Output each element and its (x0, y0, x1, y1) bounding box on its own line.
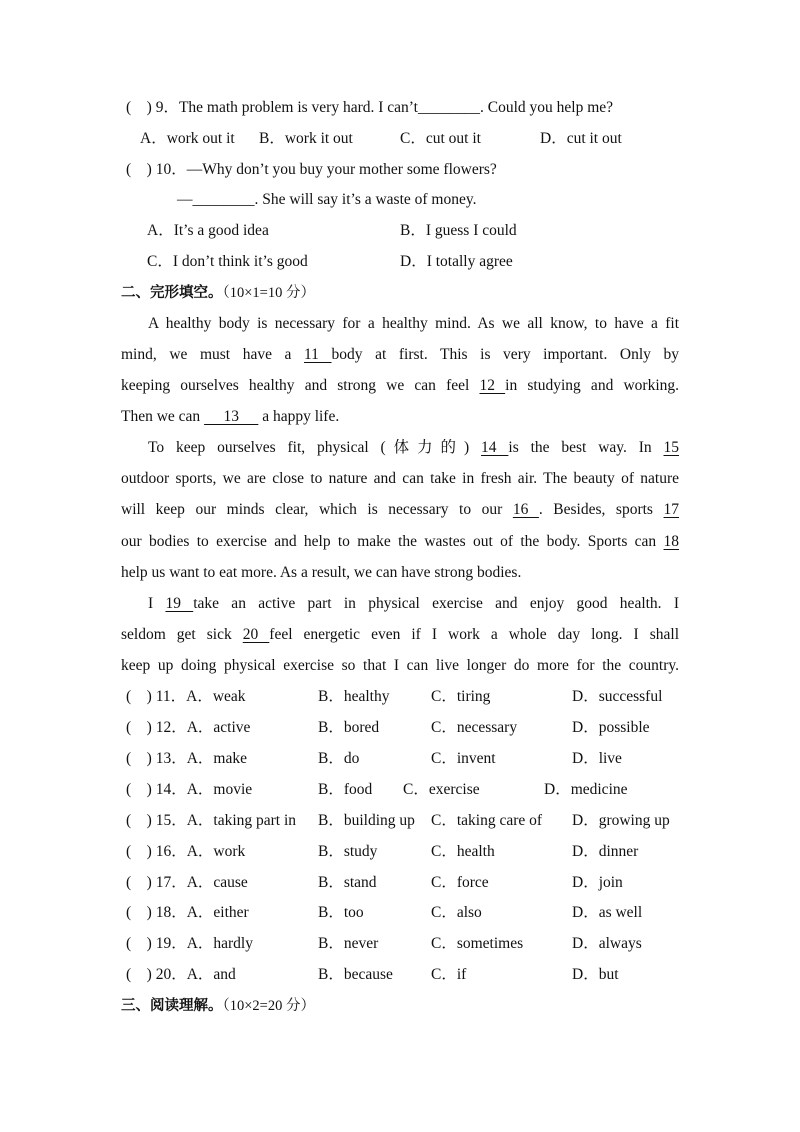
section-2-score: （10×1=10 分） (222, 285, 315, 301)
option-row-12 (126, 718, 250, 738)
option-row-14 (126, 780, 252, 800)
option-row-12-b: B．bored (318, 719, 380, 736)
blank-11: 11 (304, 346, 332, 363)
option-row-12-d: D．possible (572, 719, 650, 736)
q10-option-a: A．It’s a good idea (147, 222, 269, 239)
section-3-title: 三、阅读理解。 (121, 998, 223, 1014)
option-row-15-d: D．growing up (572, 812, 670, 829)
option-row-16-d: D．dinner (572, 843, 639, 860)
passage-p2-line-4: our bodies to exercise and help to make the wastes out of the body. Sports can 18 (121, 533, 679, 550)
section-3-heading (121, 996, 315, 1016)
q9-option-b: B．work it out (259, 130, 353, 147)
option-row-11-a: ( ) 11．A．weak (126, 688, 246, 705)
option-row-19-d: D．always (572, 935, 642, 952)
passage-p1-line-3: keeping ourselves healthy and strong we can feel 12 in studying and working. (121, 377, 680, 394)
option-row-20-c: C．if (431, 966, 467, 983)
passage-p1-line-1: A healthy body is necessary for a healthy mind. As we all know, to have a fit (148, 315, 679, 332)
q9-text-post: . Could you help me? (479, 99, 614, 116)
blank-16: 16 (512, 501, 539, 518)
option-row-17-d: D．join (572, 874, 623, 891)
option-row-13-b: B．do (318, 750, 360, 767)
passage-p2-line-1: To keep ourselves fit, physical (体力的) 14 is the best way. In 15 (148, 439, 679, 456)
q10-blank: ________ (192, 191, 255, 208)
option-row-20 (126, 965, 236, 985)
option-row-16-a: ( ) 16．A．work (126, 843, 246, 860)
q9-option-c: C．cut out it (400, 130, 481, 147)
passage-p2-line-2: outdoor sports, we are close to nature and can take in fresh air. The beauty of nature (121, 470, 679, 487)
q9-option-a: A．work out it (140, 130, 235, 147)
option-row-19-a: ( ) 19．A．hardly (126, 935, 253, 952)
option-row-18-b: B．too (318, 904, 364, 921)
option-row-14-b: B．food (318, 781, 373, 798)
q10-option-d: D．I totally agree (400, 253, 513, 270)
section-2-title: 二、完形填空。 (121, 285, 223, 301)
blank-12: 12 (479, 377, 506, 394)
option-row-16-c: C．health (431, 843, 495, 860)
passage-p2-line-5: help us want to eat more. As a result, we can have strong bodies. (121, 564, 522, 581)
q9-number: ( ) 9． (126, 99, 179, 116)
option-row-15-c: C．taking care of (431, 812, 543, 829)
passage-p3-line-2: seldom get sick 20 feel energetic even if I work a whole day long. I shall (121, 626, 680, 643)
passage-p3-line-3: keep up doing physical exercise so that I can live longer do more for the country. (121, 657, 679, 674)
option-row-16 (126, 842, 245, 862)
option-row-20-b: B．because (318, 966, 393, 983)
option-row-16-b: B．study (318, 843, 378, 860)
option-row-18 (126, 903, 249, 923)
q10-option-b: B．I guess I could (400, 222, 517, 239)
q9-text-pre: The math problem is very hard. I can’t (178, 99, 418, 116)
option-row-11-b: B．healthy (318, 688, 390, 705)
option-row-11 (126, 687, 246, 707)
option-row-15-a: ( ) 15．A．taking part in (126, 812, 297, 829)
option-row-12-c: C．necessary (431, 719, 518, 736)
option-row-13-d: D．live (572, 750, 622, 767)
passage-p3-line-1: I 19 take an active part in physical exercise and enjoy good health. I (148, 595, 679, 612)
blank-17: 17 (663, 501, 680, 518)
option-row-14-d: D．medicine (544, 781, 628, 798)
q10-dash: — (177, 191, 193, 208)
blank-20: 20 (242, 626, 270, 643)
q10-text-post: . She will say it’s a waste of money. (254, 191, 477, 208)
option-row-11-c: C．tiring (431, 688, 491, 705)
passage-p1-line-2: mind, we must have a 11 body at first. This is very important. Only by (121, 346, 679, 363)
option-row-17-b: B．stand (318, 874, 377, 891)
option-row-13-c: C．invent (431, 750, 496, 767)
blank-18: 18 (663, 533, 679, 550)
section-2-heading (121, 283, 315, 303)
option-row-15-b: B．building up (318, 812, 415, 829)
option-row-11-d: D．successful (572, 688, 663, 705)
option-row-13 (126, 749, 247, 769)
option-row-20-d: D．but (572, 966, 619, 983)
question-10 (126, 160, 497, 180)
q9-option-d: D．cut it out (540, 130, 622, 147)
section-3-score: （10×2=20 分） (222, 998, 315, 1014)
blank-13: 13 (204, 408, 259, 425)
option-row-20-a: ( ) 20．A．and (126, 966, 236, 983)
option-row-19-b: B．never (318, 935, 379, 952)
option-row-18-c: C．also (431, 904, 482, 921)
option-row-19 (126, 934, 253, 954)
q10-question: —Why don’t you buy your mother some flowers? (186, 161, 497, 178)
q10-response (177, 190, 477, 210)
option-row-14-a: ( ) 14．A．movie (126, 781, 253, 798)
option-row-17-a: ( ) 17．A．cause (126, 874, 248, 891)
option-row-18-d: D．as well (572, 904, 643, 921)
q10-option-c: C．I don’t think it’s good (147, 253, 308, 270)
option-row-19-c: C．sometimes (431, 935, 524, 952)
option-row-15 (126, 811, 296, 831)
question-9 (126, 98, 613, 118)
option-row-13-a: ( ) 13．A．make (126, 750, 247, 767)
blank-15: 15 (663, 439, 679, 456)
passage-p2-line-3: will keep our minds clear, which is necessary to our 16 . Besides, sports 17 (121, 501, 680, 518)
q9-blank: ________ (417, 99, 480, 116)
passage-p1-line-4: Then we can 13 a happy life. (121, 408, 340, 425)
option-row-18-a: ( ) 18．A．either (126, 904, 249, 921)
option-row-17-c: C．force (431, 874, 489, 891)
option-row-12-a: ( ) 12．A．active (126, 719, 251, 736)
option-row-17 (126, 873, 248, 893)
option-row-14-c: C．exercise (403, 781, 480, 798)
blank-14: 14 (481, 439, 509, 456)
q10-number: ( ) 10． (126, 161, 187, 178)
blank-19: 19 (165, 595, 194, 612)
